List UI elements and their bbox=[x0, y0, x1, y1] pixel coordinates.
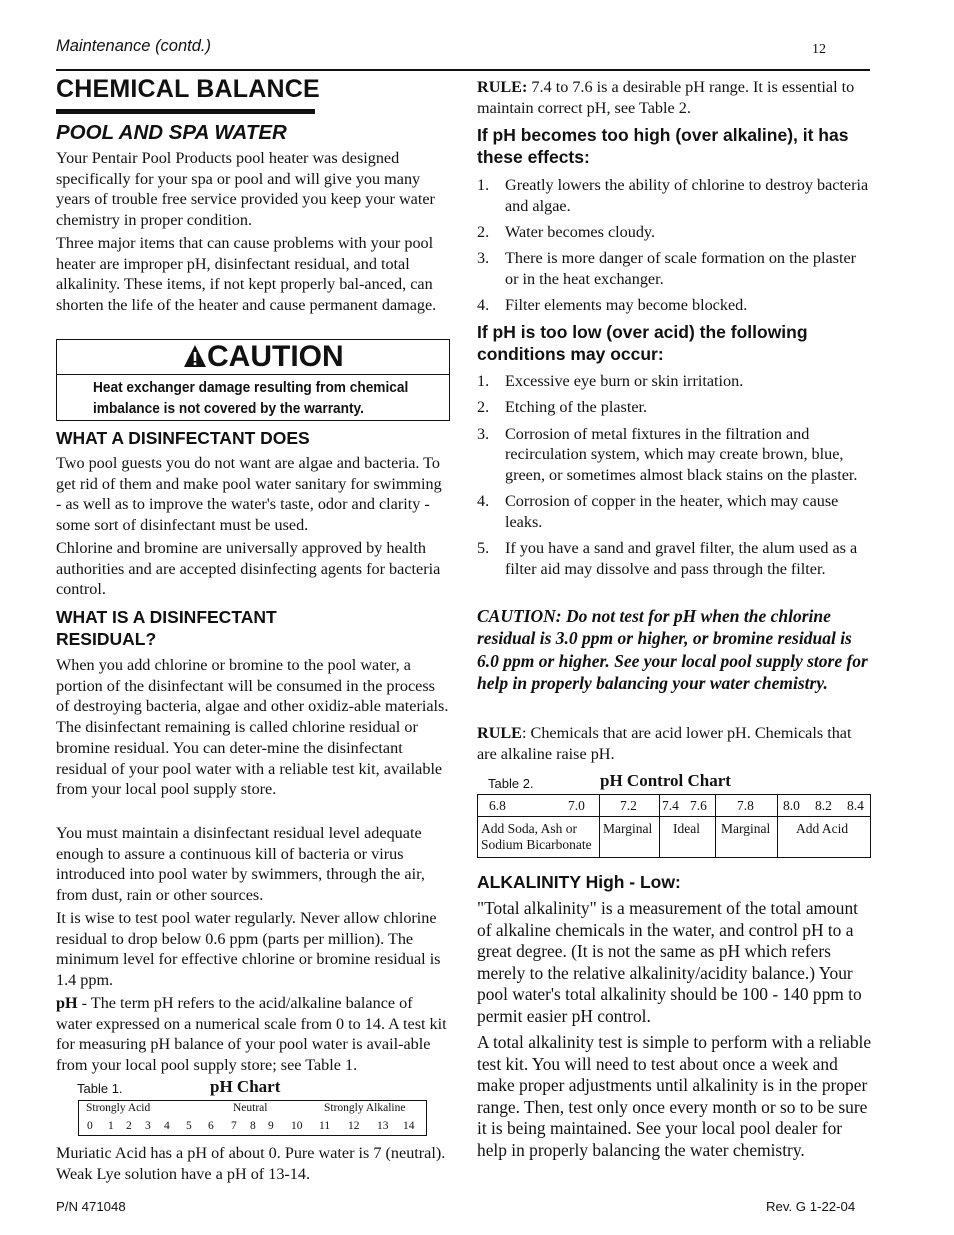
ph-number: 14 bbox=[403, 1120, 415, 1132]
disinfectant-heading: WHAT A DISINFECTANT DOES bbox=[56, 428, 310, 448]
revision: Rev. G 1-22-04 bbox=[766, 1199, 856, 1214]
rule-2-label: RULE bbox=[477, 724, 522, 742]
caution-text: Heat exchanger damage resulting from chemical imbalance is not covered by the warranty. bbox=[93, 379, 409, 417]
alkalinity-heading: ALKALINITY High - Low: bbox=[477, 872, 681, 892]
ph-value: 7.4 bbox=[662, 798, 679, 813]
ph-label-alkaline: Strongly Alkaline bbox=[324, 1102, 406, 1114]
high-ph-list bbox=[477, 175, 871, 322]
caution-note: CAUTION: Do not test for pH when the chlorine residual is 3.0 ppm or higher, or bromine residual is 6.0 ppm or higher. See your local pool supply store for help in properly balancing your water chemistry. bbox=[477, 606, 868, 694]
ph-control-chart bbox=[477, 794, 871, 858]
warning-triangle-icon bbox=[183, 344, 207, 368]
action-sodium-bicarbonate: Sodium Bicarbonate bbox=[481, 837, 592, 852]
residual-paragraph-2: You must maintain a disinfectant residual level adequate enough to assure a continuous kill of bacteria or virus introduced into pool water by swimmers, through the air, from dust, rain or other sources. bbox=[56, 824, 425, 905]
list-item: 2. Etching of the plaster. bbox=[477, 398, 648, 417]
table-divider bbox=[777, 795, 778, 857]
table2-title: pH Control Chart bbox=[600, 771, 731, 790]
closing-paragraph: Muriatic Acid has a pH of about 0. Pure water is 7 (neutral). Weak Lye solution have a pH of 13-14. bbox=[56, 1144, 446, 1183]
ph-description: - The term pH refers to the acid/alkaline balance of water expressed on a numerical scale from 0 to 14. A test kit for measuring pH balance of your pool water is avail-able from your local pool supply store; see Table 1. bbox=[56, 994, 447, 1075]
list-item: 1. Greatly lowers the ability of chlorine to destroy bacteria and algae. bbox=[477, 176, 869, 215]
table-divider bbox=[659, 795, 660, 857]
list-item: 5. If you have a sand and gravel filter, the alum used as a filter aid may dissolve and pass through the filter. bbox=[477, 539, 858, 578]
ph-number: 4 bbox=[164, 1120, 170, 1132]
ph-label-acid: Strongly Acid bbox=[86, 1102, 151, 1114]
ph-value: 7.2 bbox=[620, 798, 637, 813]
rule-1-text: 7.4 to 7.6 is a desirable pH range. It is essential to maintain correct pH, see Table 2. bbox=[477, 78, 855, 117]
action-ideal: Ideal bbox=[673, 821, 700, 836]
table-divider bbox=[715, 795, 716, 857]
rule-1 bbox=[477, 77, 871, 118]
ph-number: 11 bbox=[319, 1120, 331, 1132]
ph-term: pH bbox=[56, 994, 78, 1012]
section-header: Maintenance (contd.) bbox=[56, 37, 212, 55]
caution-divider bbox=[57, 374, 449, 375]
ph-value: 8.4 bbox=[847, 798, 864, 813]
table-divider bbox=[478, 816, 870, 817]
list-item: 3. There is more danger of scale formation on the plaster or in the heat exchanger. bbox=[477, 249, 857, 288]
ph-value: 7.0 bbox=[568, 798, 585, 813]
ph-number: 12 bbox=[348, 1120, 360, 1132]
action-marginal-high: Marginal bbox=[721, 821, 771, 836]
ph-number: 8 bbox=[250, 1120, 256, 1132]
ph-number: 6 bbox=[208, 1120, 214, 1132]
ph-value: 6.8 bbox=[489, 798, 506, 813]
residual-paragraph-3: It is wise to test pool water regularly. Never allow chlorine residual to drop below 0.6 ppm (parts per million). The minimum level for effective chlorine or bromine residual is 1.4 ppm. bbox=[56, 909, 441, 990]
ph-number: 7 bbox=[231, 1120, 237, 1132]
header-rule bbox=[56, 69, 870, 71]
ph-value: 7.8 bbox=[737, 798, 754, 813]
ph-value: 8.0 bbox=[783, 798, 800, 813]
action-add-soda: Add Soda, Ash or bbox=[481, 821, 578, 836]
table1-title: pH Chart bbox=[210, 1077, 281, 1096]
ph-number: 9 bbox=[268, 1120, 274, 1132]
ph-chart-table bbox=[78, 1100, 427, 1136]
table1-caption: Table 1. bbox=[77, 1081, 123, 1096]
residual-paragraph-1: When you add chlorine or bromine to the pool water, a portion of the disinfectant will be consumed in the process of destroying bacteria, algae and other oxidiz-able materials. The disinfectant remaining is called chlorine residual or bromine residual. You can deter-mine the disinfectant residual of your pool water with a reliable test kit, available from your local pool supply store. bbox=[56, 656, 449, 799]
action-add-acid: Add Acid bbox=[796, 821, 849, 836]
section-subtitle: POOL AND SPA WATER bbox=[56, 121, 287, 144]
rule-2 bbox=[477, 723, 871, 764]
ph-label-neutral: Neutral bbox=[233, 1102, 268, 1114]
low-ph-heading: If pH is too low (over acid) the following conditions may occur: bbox=[477, 322, 808, 364]
caution-box bbox=[56, 339, 450, 421]
ph-paragraph bbox=[56, 993, 450, 1076]
list-item: 1. Excessive eye burn or skin irritation. bbox=[477, 372, 744, 390]
table2-caption: Table 2. bbox=[488, 776, 534, 791]
intro-paragraph-1: Your Pentair Pool Products pool heater was designed specifically for your spa or pool and will give you many years of trouble free service provided you keep your water chemistry in proper condition. bbox=[56, 149, 435, 230]
page-title: CHEMICAL BALANCE bbox=[56, 75, 320, 103]
ph-number: 2 bbox=[126, 1120, 132, 1132]
ph-number: 1 bbox=[108, 1120, 114, 1132]
ph-number: 3 bbox=[145, 1120, 151, 1132]
intro-paragraph-2: Three major items that can cause problems with your pool heater are improper pH, disinfectant residual, and total alkalinity. These items, if not kept properly bal-anced, can shorten the life of the heater and cause permanent damage. bbox=[56, 234, 437, 315]
ph-number: 0 bbox=[87, 1120, 93, 1132]
ph-value: 7.6 bbox=[690, 798, 707, 813]
title-underline bbox=[56, 109, 315, 114]
alkalinity-paragraph-2: A total alkalinity test is simple to perform with a reliable test kit. You will need to test about once a week and make proper adjustments until alkalinity is in the proper range. Then, test only once every month or so to be sure it is being maintained. See your local pool dealer for help in properly balancing the water chemistry. bbox=[477, 1032, 872, 1160]
page-number: 12 bbox=[812, 42, 826, 57]
ph-number: 5 bbox=[186, 1120, 192, 1132]
ph-value: 8.2 bbox=[815, 798, 832, 813]
disinfectant-paragraph-1: Two pool guests you do not want are algae and bacteria. To get rid of them and make pool water sanitary for swimming - as well as to improve the water's taste, odor and clarity - some sort of disinfectant must be used. bbox=[56, 454, 442, 535]
list-item: 2. Water becomes cloudy. bbox=[477, 223, 656, 241]
rule-1-label: RULE: bbox=[477, 78, 528, 96]
list-item: 3. Corrosion of metal fixtures in the filtration and recirculation system, which may create brown, blue, green, or sometimes almost black stains on the plaster. bbox=[477, 424, 858, 484]
alkalinity-paragraph-1: "Total alkalinity" is a measurement of the total amount of alkaline chemicals in the water, and control pH to a great degree. (It is not the same as pH which refers merely to the relative alkalinity/acidity balance.) Your pool water's total alkalinity should be 100 - 140 ppm to permit easier pH control. bbox=[477, 898, 862, 1026]
table-divider bbox=[599, 795, 600, 857]
caution-title: CAUTION bbox=[207, 340, 344, 373]
ph-number: 10 bbox=[291, 1120, 303, 1132]
part-number: P/N 471048 bbox=[56, 1199, 126, 1214]
high-ph-heading: If pH becomes too high (over alkaline), it has these effects: bbox=[477, 125, 849, 167]
action-marginal-low: Marginal bbox=[603, 821, 653, 836]
rule-2-text: : Chemicals that are acid lower pH. Chemicals that are alkaline raise pH. bbox=[477, 724, 852, 763]
disinfectant-paragraph-2: Chlorine and bromine are universally approved by health authorities and are accepted disinfecting agents for bacteria control. bbox=[56, 539, 441, 599]
list-item: 4. Corrosion of copper in the heater, which may cause leaks. bbox=[477, 492, 839, 531]
low-ph-list bbox=[477, 371, 871, 585]
list-item: 4. Filter elements may become blocked. bbox=[477, 296, 748, 315]
ph-number: 13 bbox=[377, 1120, 389, 1132]
residual-heading: WHAT IS A DISINFECTANT RESIDUAL? bbox=[56, 607, 277, 649]
